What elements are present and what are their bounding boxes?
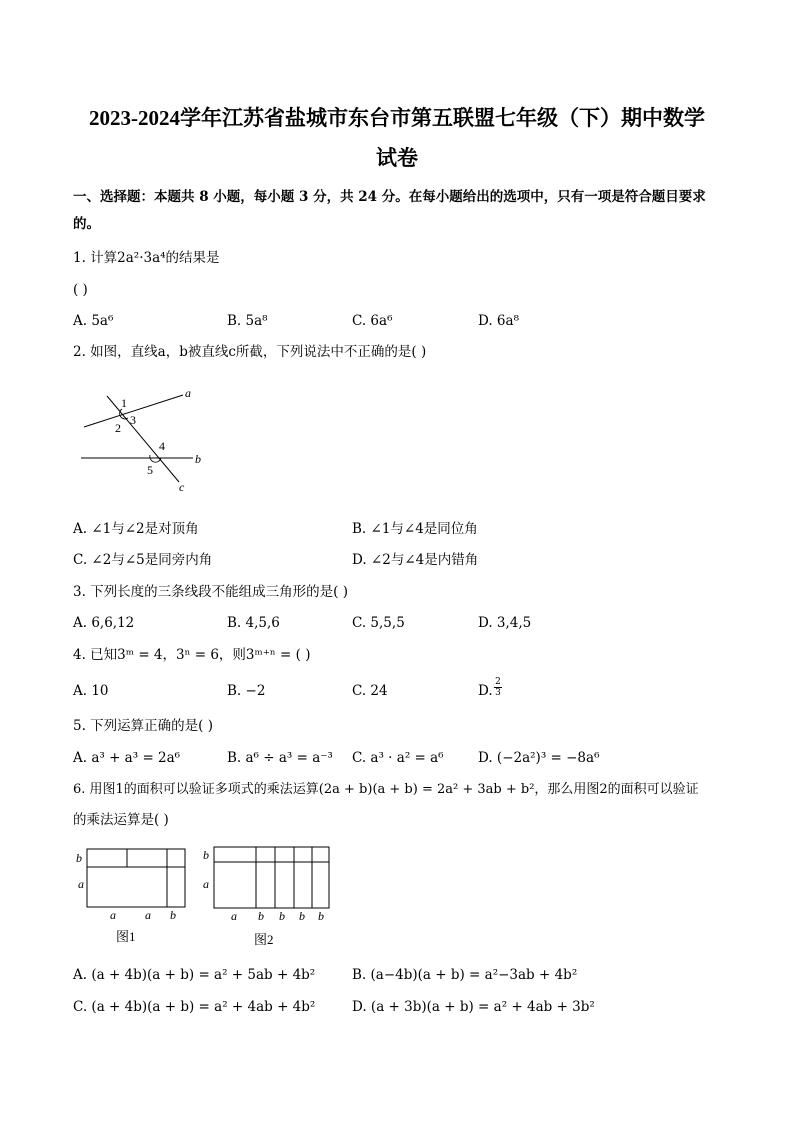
q3-option-a: A. 6,6,12 xyxy=(73,615,135,631)
q1-option-b: B. 5a⁸ xyxy=(227,313,268,329)
fraction-numerator: 2 xyxy=(495,677,501,687)
q6-option-b: B. (a−4b)(a + b) = a²−3ab + 4b² xyxy=(352,967,578,983)
q5-option-c: C. a³ · a² = a⁶ xyxy=(352,750,444,766)
q4-option-c: C. 24 xyxy=(352,683,388,699)
q6-option-d: D. (a + 3b)(a + b) = a² + 4ab + 3b² xyxy=(352,999,595,1015)
fig1-bottom-label-b: b xyxy=(170,908,176,922)
q2-figure-lines xyxy=(75,382,215,497)
fig1-bottom-label-a-2: a xyxy=(145,908,151,922)
q6-figure-1 xyxy=(72,843,197,948)
q6-figure-2 xyxy=(200,843,340,953)
q2-option-b: B. ∠1与∠4是同位角 xyxy=(352,521,478,537)
q1-option-d: D. 6a⁸ xyxy=(478,313,519,329)
question-3-stem: 3. 下列长度的三条线段不能组成三角形的是( ) xyxy=(73,584,348,600)
question-6-stem: 6. 用图1的面积可以验证多项式的乘法运算(2a + b)(a + b) = 2a² + 3ab + b²，那么用图2的面积可以验证 xyxy=(73,782,699,797)
q4-option-d: D. xyxy=(478,683,493,699)
angle-5-label: 5 xyxy=(147,463,153,477)
section-heading-continued: 的。 xyxy=(73,216,100,232)
angle-3-label: 3 xyxy=(130,413,136,427)
q2-option-c: C. ∠2与∠5是同旁内角 xyxy=(73,552,213,568)
fig2-left-label-b: b xyxy=(203,848,209,862)
angle-2-label: 2 xyxy=(115,421,121,435)
q3-option-d: D. 3,4,5 xyxy=(478,615,532,631)
question-1-stem: 1. 计算2a²·3a⁴的结果是 xyxy=(73,250,220,266)
q5-option-a: A. a³ + a³ = 2a⁶ xyxy=(73,750,181,766)
q2-option-a: A. ∠1与∠2是对顶角 xyxy=(73,521,199,537)
q4-option-a: A. 10 xyxy=(73,683,109,699)
page-title-continued: 试卷 xyxy=(376,146,418,170)
question-6-stem-continued: 的乘法运算是( ) xyxy=(73,812,169,828)
section-heading: 一、选择题：本题共 8 小题，每小题 3 分，共 24 分。在每小题给出的选项中，只有一项是符合题目要求 xyxy=(73,189,706,205)
line-b-label: b xyxy=(195,452,201,466)
question-4-stem: 4. 已知3ᵐ = 4，3ⁿ = 6，则3ᵐ⁺ⁿ = ( ) xyxy=(73,647,311,663)
question-1-bracket: ( ) xyxy=(73,282,88,298)
fig1-bottom-label-a: a xyxy=(110,908,116,922)
fig2-bottom-label-b-2: b xyxy=(279,909,285,923)
fraction-denominator: 3 xyxy=(495,688,501,698)
page-title: 2023-2024学年江苏省盐城市东台市第五联盟七年级（下）期中数学 xyxy=(89,106,705,130)
fig2-bottom-label-b-3: b xyxy=(299,909,305,923)
q3-option-c: C. 5,5,5 xyxy=(352,615,405,631)
fig2-caption: 图2 xyxy=(254,932,274,947)
q5-option-d: D. (−2a²)³ = −8a⁶ xyxy=(478,750,600,766)
q6-option-c: C. (a + 4b)(a + b) = a² + 4ab + 4b² xyxy=(73,999,316,1015)
angle-4-label: 4 xyxy=(159,439,165,453)
line-a-label: a xyxy=(185,386,191,400)
fig1-left-label-a: a xyxy=(78,877,84,891)
fig2-bottom-label-a: a xyxy=(231,909,237,923)
q5-option-b: B. a⁶ ÷ a³ = a⁻³ xyxy=(227,750,333,766)
question-5-stem: 5. 下列运算正确的是( ) xyxy=(73,718,213,734)
q4-option-d-fraction xyxy=(494,677,502,698)
q3-option-b: B. 4,5,6 xyxy=(227,615,280,631)
q4-option-b: B. −2 xyxy=(227,683,266,699)
line-c-label: c xyxy=(179,480,185,494)
q6-option-a: A. (a + 4b)(a + b) = a² + 5ab + 4b² xyxy=(73,967,316,983)
q1-option-a: A. 5a⁶ xyxy=(73,313,114,329)
fig2-bottom-label-b-4: b xyxy=(318,909,324,923)
angle-1-label: 1 xyxy=(121,396,127,410)
q2-option-d: D. ∠2与∠4是内错角 xyxy=(352,552,479,568)
fig1-caption: 图1 xyxy=(116,929,136,944)
fig2-left-label-a: a xyxy=(203,877,209,891)
fig2-bottom-label-b-1: b xyxy=(258,909,264,923)
q1-option-c: C. 6a⁶ xyxy=(352,313,393,329)
question-2-stem: 2. 如图，直线a，b被直线c所截，下列说法中不正确的是( ) xyxy=(73,344,427,360)
fig1-left-label-b: b xyxy=(76,851,82,865)
